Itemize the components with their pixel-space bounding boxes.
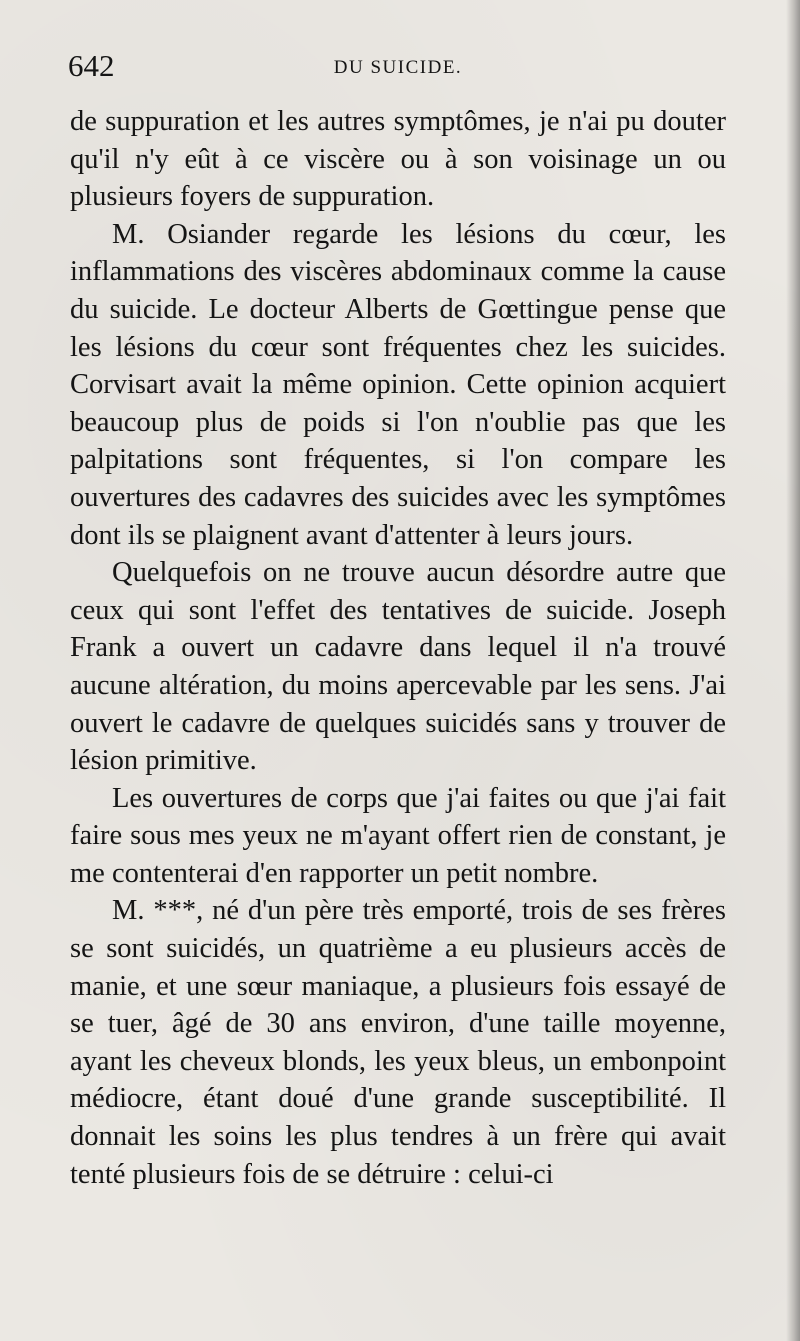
paragraph-case-m: M. ***, né d'un père très emporté, trois de ses frères se sont suicidés, un quatrième a eu plusieurs accès de manie, et une sœur maniaque, a plusieurs fois essayé de se tuer, âgé de 30 ans environ, d'une taille moyenne, ayant les cheveux blonds, les yeux bleus, un embonpoint médiocre, étant doué d'une grande susceptibilité. Il donnait les soins les plus tendres à un frère qui avait tenté plusieurs fois de se détruire : celui-ci	[70, 895, 726, 1190]
page-header	[68, 44, 728, 88]
running-head: DU SUICIDE.	[333, 57, 463, 78]
page-number: 642	[68, 48, 115, 83]
paragraph-ouvertures: Les ouvertures de corps que j'ai faites ou que j'ai fait faire sous mes yeux ne m'ayant offert rien de constant, je me contenterai d'en rapporter un petit nombre.	[70, 782, 726, 889]
paragraph-continuation: de suppuration et les autres symptômes, je n'ai pu douter qu'il n'y eût à ce viscère ou à son voisinage un ou plusieurs foyers de suppuration.	[70, 106, 726, 213]
paragraph-quelquefois: Quelquefois on ne trouve aucun désordre autre que ceux qui sont l'effet des tentatives de suicide. Joseph Frank a ouvert un cadavre dans lequel il n'a trouvé aucune altération, du moins apercevable par les sens. J'ai ouvert le cadavre de quelques suicidés sans y trouver de lésion primitive.	[70, 557, 726, 777]
body-text	[70, 103, 726, 1193]
page-gutter-shadow	[786, 0, 800, 1341]
paragraph-osiander: M. Osiander regarde les lésions du cœur, les inflammations des viscères abdominaux comme la cause du suicide. Le docteur Alberts de Gœttingue pense que les lésions du cœur sont fréquentes chez les suicides. Corvisart avait la même opinion. Cette opinion acquiert beaucoup plus de poids si l'on n'oublie pas que les palpitations sont fréquentes, si l'on compare les ouvertures des cadavres des suicides avec les symptômes dont ils se plaignent avant d'attenter à leurs jours.	[70, 218, 726, 551]
